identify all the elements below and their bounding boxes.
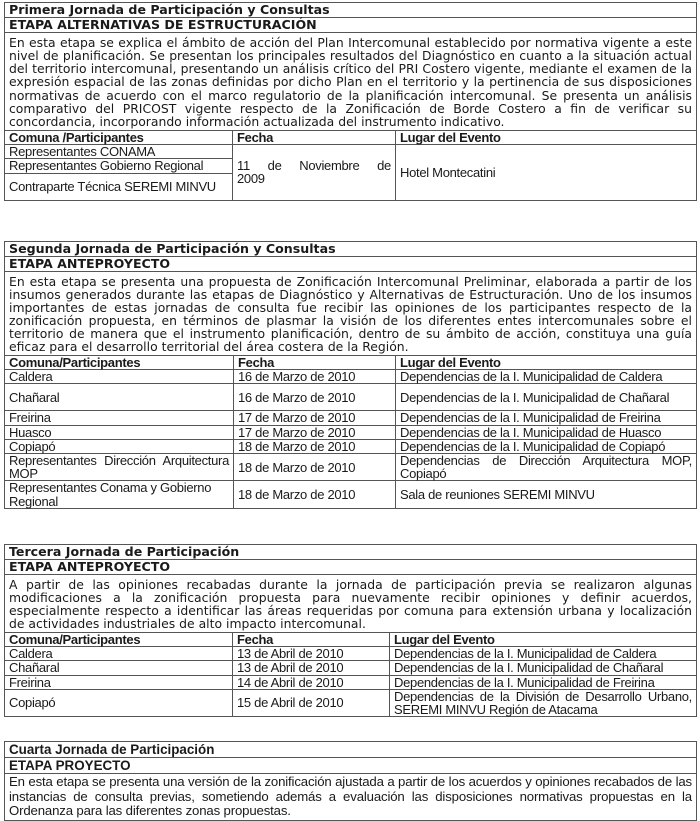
section-title: Cuarta Jornada de Participación xyxy=(5,742,697,758)
section-stage: ETAPA PROYECTO xyxy=(5,758,697,774)
section-tercera-jornada xyxy=(4,544,697,717)
date-cell: 16 de Marzo de 2010 xyxy=(234,384,396,411)
participant-cell: Caldera xyxy=(5,370,234,384)
table-row xyxy=(5,411,697,425)
place-cell: Hotel Montecatini xyxy=(396,145,697,200)
section-primera-jornada xyxy=(4,2,697,201)
segunda-jornada-table xyxy=(4,241,697,509)
participant-cell: Representantes Gobierno Regional xyxy=(5,159,233,173)
table-row xyxy=(5,454,697,481)
column-header-participants: Comuna /Participantes xyxy=(5,131,233,145)
table-row xyxy=(5,675,697,689)
place-cell: Dependencias de la I. Municipalidad de Caldera xyxy=(396,370,697,384)
date-cell: 17 de Marzo de 2010 xyxy=(234,411,396,425)
date-cell: 13 de Abril de 2010 xyxy=(233,647,390,661)
participant-cell: Huasco xyxy=(5,425,234,439)
place-cell: Dependencias de la I. Municipalidad de Caldera xyxy=(390,647,697,661)
participant-cell: Contraparte Técnica SEREMI MINVU xyxy=(5,173,233,200)
participant-cell: Copiapó xyxy=(5,439,234,453)
section-stage: ETAPA ANTEPROYECTO xyxy=(5,560,697,575)
date-cell: 18 de Marzo de 2010 xyxy=(234,481,396,508)
table-row xyxy=(5,384,697,411)
column-header-participants: Comuna/Participantes xyxy=(5,356,234,370)
date-cell: 14 de Abril de 2010 xyxy=(233,675,390,689)
participant-cell: Representantes Dirección Arquitectura MOP xyxy=(5,454,234,481)
section-description: En esta etapa se presenta una versión de la zonificación ajustada a partir de los acuerdos y opiniones recabados de las instancias de consulta previas, sometiendo además a evaluación las disposiciones normativas propuestas en la Ordenanza para las diferentes zonas propuestas. xyxy=(5,774,697,821)
participant-cell: Caldera xyxy=(5,647,233,661)
column-header-date: Fecha xyxy=(234,356,396,370)
participant-cell: Copiapó xyxy=(5,689,233,716)
section-stage: ETAPA ANTEPROYECTO xyxy=(5,257,697,272)
primera-jornada-table xyxy=(4,2,697,201)
column-header-participants: Comuna/Participantes xyxy=(5,633,233,647)
place-cell: Dependencias de la División de Desarrollo Urbano, SEREMI MINVU Región de Atacama xyxy=(390,689,697,716)
place-cell: Dependencias de la I. Municipalidad de Freirina xyxy=(396,411,697,425)
column-header-place: Lugar del Evento xyxy=(396,356,697,370)
participant-cell: Representantes CONAMA xyxy=(5,145,233,159)
participant-cell: Freirina xyxy=(5,411,234,425)
date-cell: 11 de Noviembre de 2009 xyxy=(233,145,396,200)
table-row xyxy=(5,661,697,675)
place-cell: Dependencias de la I. Municipalidad de Chañaral xyxy=(396,384,697,411)
section-title: Segunda Jornada de Participación y Consultas xyxy=(5,242,697,257)
tercera-jornada-table xyxy=(4,544,697,717)
section-description: En esta etapa se presenta una propuesta de Zonificación Intercomunal Preliminar, elaborada a partir de los insumos generados durante las etapas de Diagnóstico y Alternativas de Estructuración. Uno de los insumos importantes de estas jornadas de consulta fue recibir las opiniones de los participantes respecto de la zonificación propuesta, en términos de plasmar la visión de los diferentes entes intercomunales sobre el territorio de manera que el instrumento planificación, dentro de su ámbito de acción, constituya una guía eficaz para el desarrollo territorial del área costera de la Región. xyxy=(5,272,697,356)
table-row xyxy=(5,689,697,716)
column-header-place: Lugar del Evento xyxy=(396,131,697,145)
place-cell: Dependencias de la I. Municipalidad de Chañaral xyxy=(390,661,697,675)
table-row xyxy=(5,647,697,661)
section-title: Primera Jornada de Participación y Consultas xyxy=(5,3,697,18)
place-cell: Dependencias de la I. Municipalidad de Freirina xyxy=(390,675,697,689)
column-header-place: Lugar del Evento xyxy=(390,633,697,647)
place-cell: Dependencias de la I. Municipalidad de Huasco xyxy=(396,425,697,439)
table-row xyxy=(5,481,697,508)
participant-cell: Freirina xyxy=(5,675,233,689)
section-segunda-jornada xyxy=(4,241,697,509)
date-cell: 13 de Abril de 2010 xyxy=(233,661,390,675)
section-stage: ETAPA ALTERNATIVAS DE ESTRUCTURACIÓN xyxy=(5,18,697,33)
section-cuarta-jornada xyxy=(4,741,697,821)
date-cell: 18 de Marzo de 2010 xyxy=(234,439,396,453)
cuarta-jornada-table xyxy=(4,741,697,821)
date-cell: 18 de Marzo de 2010 xyxy=(234,454,396,481)
column-header-date: Fecha xyxy=(233,633,390,647)
place-cell: Dependencias de Dirección Arquitectura MOP, Copiapó xyxy=(396,454,697,481)
section-description: A partir de las opiniones recabadas durante la jornada de participación previa se realizaron algunas modificaciones a la zonificación propuesta para nuevamente recibir opiniones y definir acuerdos, especialmente respecto a identificar las áreas requeridas por comuna para extensión urbana y localización de actividades industriales de alto impacto intercomunal. xyxy=(5,575,697,633)
table-row xyxy=(5,370,697,384)
section-description: En esta etapa se explica el ámbito de acción del Plan Intercomunal establecido por normativa vigente a este nivel de planificación. Se presentan los principales resultados del Diagnóstico en cuanto a la situación actual del territorio intercomunal, presentando un análisis crítico del PRI Costero vigente, mediante el examen de la expresión espacial de las zonas definidas por dicho Plan en el territorio y la pertinencia de sus disposiciones normativas de acuerdo con el marco regulatorio de la planificación intercomunal. Se presenta un análisis comparativo del PRICOST vigente respecto de la Zonificación de Borde Costero a fin de verificar su concordancia, incorporando información actualizada del instrumento indicativo. xyxy=(5,33,697,131)
place-cell: Dependencias de la I. Municipalidad de Copiapó xyxy=(396,439,697,453)
participant-cell: Chañaral xyxy=(5,661,233,675)
section-title: Tercera Jornada de Participación xyxy=(5,545,697,560)
place-cell: Sala de reuniones SEREMI MINVU xyxy=(396,481,697,508)
date-cell: 16 de Marzo de 2010 xyxy=(234,370,396,384)
date-cell: 15 de Abril de 2010 xyxy=(233,689,390,716)
participant-cell: Representantes Conama y Gobierno Regional xyxy=(5,481,234,508)
table-row xyxy=(5,439,697,453)
date-cell: 17 de Marzo de 2010 xyxy=(234,425,396,439)
column-header-date: Fecha xyxy=(233,131,396,145)
participant-cell: Chañaral xyxy=(5,384,234,411)
table-row xyxy=(5,425,697,439)
